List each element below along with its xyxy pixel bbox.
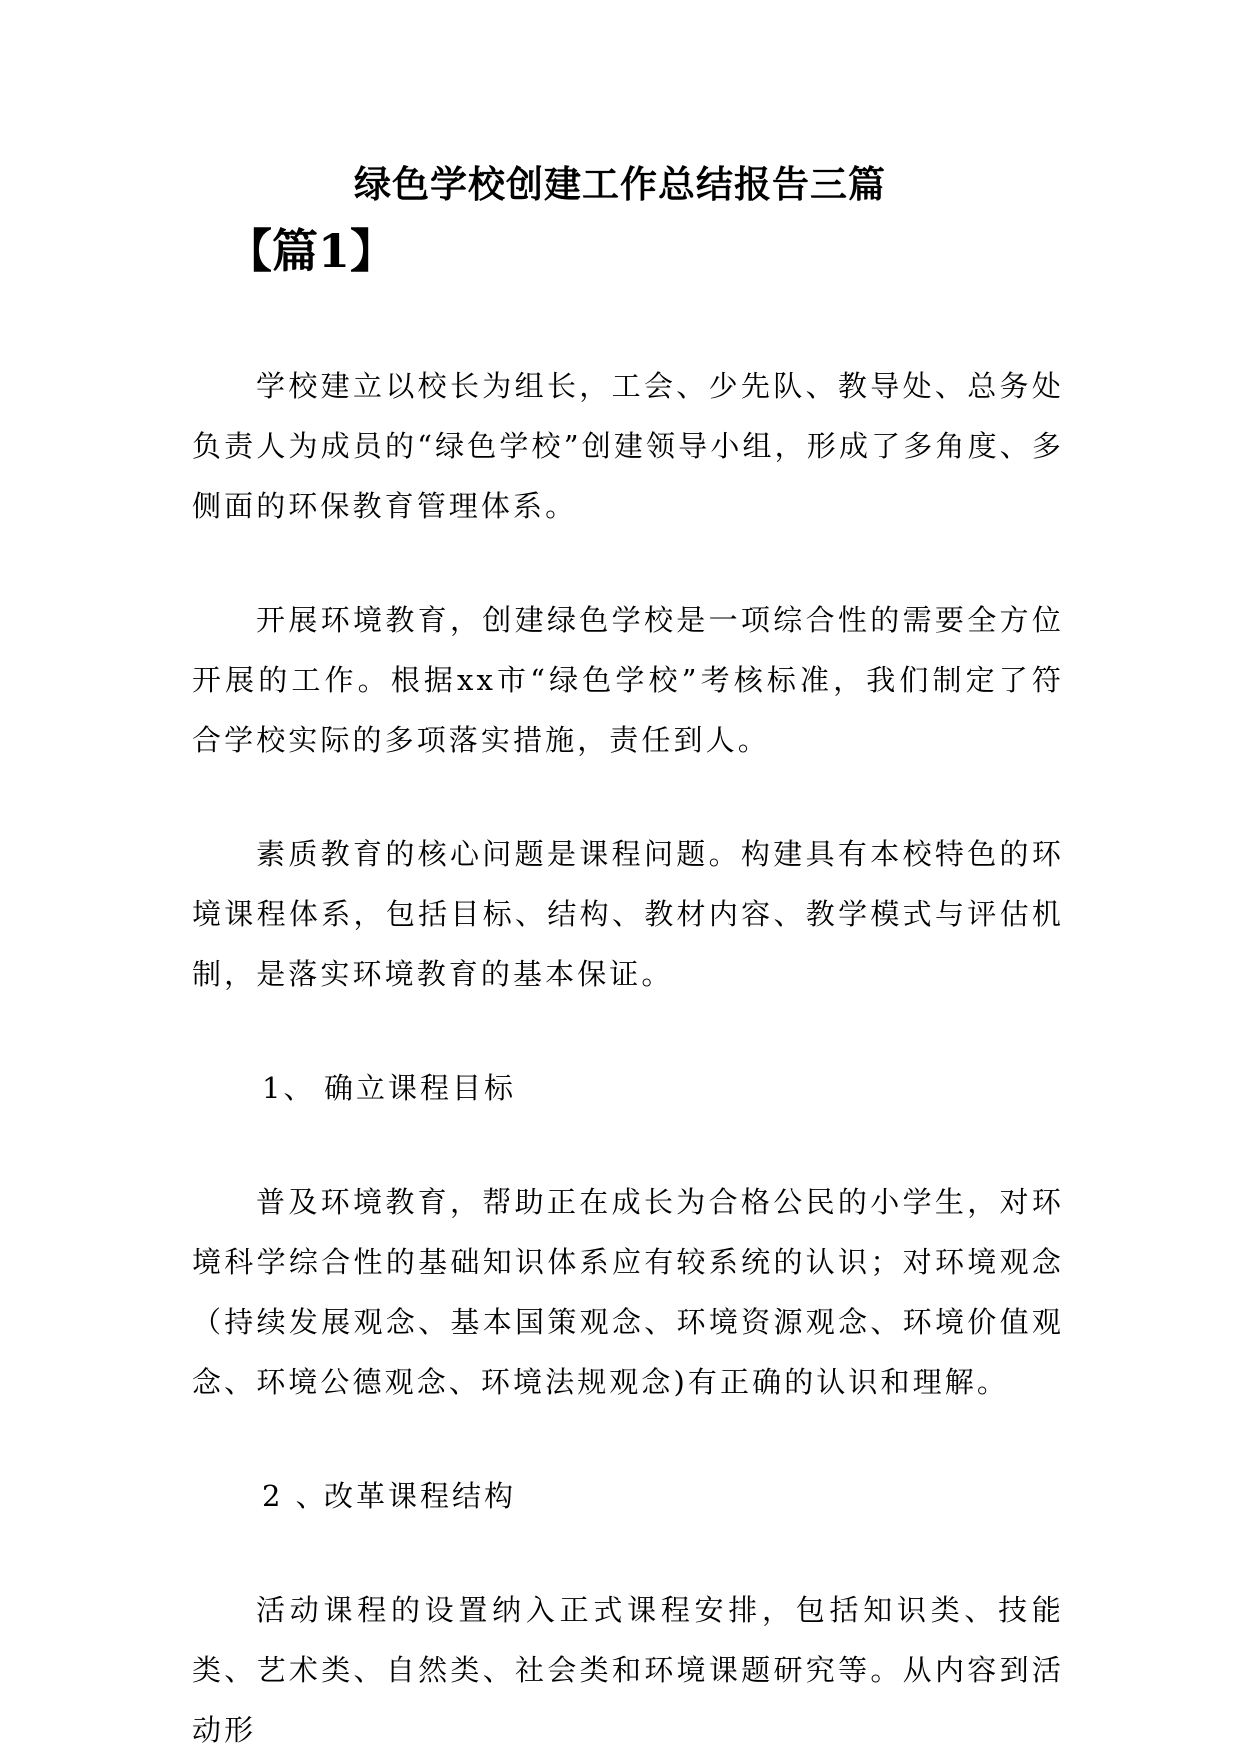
paragraph-curriculum-system: 素质教育的核心问题是课程问题。构建具有本校特色的环境课程体系，包括目标、结构、教材内容、教学模式与评估机制，是落实环境教育的基本保证。 [192, 837, 1064, 991]
section-heading: 【篇1】 [226, 224, 397, 278]
paragraph-activity-courses: 活动课程的设置纳入正式课程安排，包括知识类、技能类、艺术类、自然类、社会类和环境课题研究等。从内容到活动形 [192, 1593, 1064, 1747]
subheading-number: 1、 [262, 1071, 316, 1105]
document-body [192, 356, 1064, 1760]
paragraph-leadership-group: 学校建立以校长为组长，工会、少先队、教导处、总务处负责人为成员的“绿色学校”创建领导小组，形成了多角度、多侧面的环保教育管理体系。 [192, 369, 1064, 523]
paragraph-implementation-measures: 开展环境教育，创建绿色学校是一项综合性的需要全方位开展的工作。根据xx市“绿色学校”考核标准，我们制定了符合学校实际的多项落实措施，责任到人。 [192, 603, 1064, 757]
subheading-number: 2 、 [262, 1479, 328, 1513]
subheading-course-goals [192, 1058, 1064, 1118]
subheading-text: 改革课程结构 [324, 1479, 517, 1513]
document-title: 绿色学校创建工作总结报告三篇 [354, 162, 886, 206]
subheading-course-structure [192, 1466, 1064, 1526]
paragraph-course-goals: 普及环境教育，帮助正在成长为合格公民的小学生，对环境科学综合性的基础知识体系应有较系统的认识；对环境观念（持续发展观念、基本国策观念、环境资源观念、环境价值观念、环境公德观念、环境法规观念)有正确的认识和理解。 [192, 1185, 1064, 1399]
subheading-text: 确立课程目标 [324, 1071, 517, 1105]
